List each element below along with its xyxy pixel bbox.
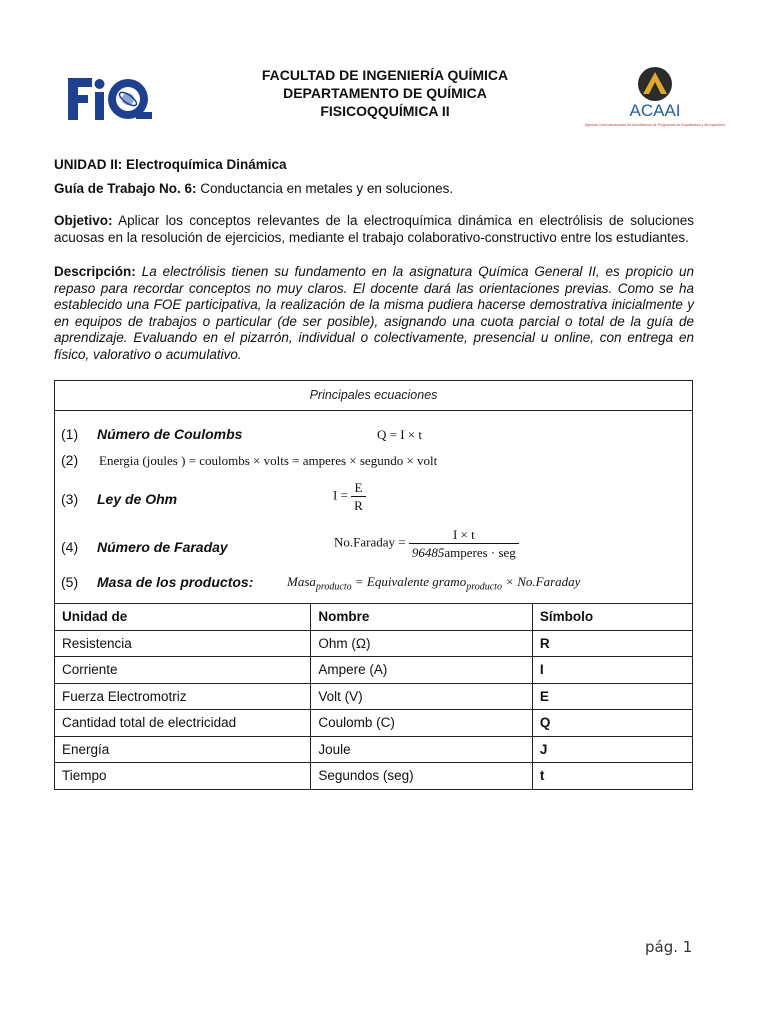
table-cell: Q [532, 710, 692, 737]
equation-formula: Energia (joules ) = coulombs × volts = amperes × segundo × volt [99, 453, 438, 468]
table-header-row [55, 604, 693, 631]
objective-label: Objetivo: [54, 213, 113, 228]
description-text: La electrólisis tienen su fundamento en la asignatura Química General II, es propicio un repaso para recordar conceptos no muy claros. El docente dará las orientaciones previas. Como se ha establecido una FOE participativa, la realización de la misma pudiera hacerse demostrativa inicialmente y en equipos de trabajos o particular (de ser posible), asignando una cuota parcial o total de la guía de aprendizaje. Evaluando en el pizarrón, individual o colectivamente, presencial u online, con entrega en físico, valorativo o acumulativo. [54, 264, 694, 362]
table-cell: t [532, 763, 692, 790]
numerator: I × t [409, 526, 519, 544]
table-cell: J [532, 736, 692, 763]
institution-header [200, 66, 570, 120]
description-paragraph [54, 264, 694, 363]
objective-text: Aplicar los conceptos relevantes de la electroquímica dinámica en electrólisis de soluciones acuosas en la resolución de ejercicios, mediante el trabajo colaborativo-constructivo entre los estudiantes. [54, 213, 694, 245]
column-header: Nombre [311, 604, 533, 631]
equation-formula [287, 574, 580, 593]
equation-number: (2) [61, 452, 79, 468]
unit-title: UNIDAD II: Electroquímica Dinámica [54, 157, 287, 172]
formula-equivalente: = Equivalente gramo [351, 574, 467, 589]
acaai-logo-text: ACAAI [629, 101, 681, 120]
equation-number: (3) [61, 491, 79, 507]
denominator-number: 96485 [411, 545, 445, 560]
acaai-logo-caption: Agencia Centroamericana de Acreditación de Programas de Arquitectura y de Ingeniería [584, 123, 726, 127]
table-cell: Tiempo [55, 763, 311, 790]
equation-label: Ley de Ohm [97, 491, 178, 507]
equation-number: (5) [61, 574, 79, 590]
table-cell: R [532, 630, 692, 657]
table-cell: Joule [311, 736, 533, 763]
table-cell: Segundos (seg) [311, 763, 533, 790]
guide-line [54, 181, 694, 198]
formula-tail: × No.Faraday [501, 574, 581, 589]
header-line-1: FACULTAD DE INGENIERÍA QUÍMICA [261, 67, 509, 83]
table-cell: Ampere (A) [311, 657, 533, 684]
equation-number: (4) [61, 539, 79, 555]
equations-box [54, 380, 693, 604]
description-label: Descripción: [54, 264, 136, 279]
subscript: producto [315, 581, 352, 593]
guide-label: Guía de Trabajo No. 6: [54, 181, 197, 196]
formula-lhs: I = [333, 487, 348, 503]
table-row [55, 683, 693, 710]
formula-masa: Masa [287, 574, 316, 589]
table-cell: Cantidad total de electricidad [55, 710, 311, 737]
table-row [55, 736, 693, 763]
column-header: Unidad de [55, 604, 311, 631]
denominator [409, 544, 519, 561]
equation-formula [333, 479, 366, 514]
table-cell: Resistencia [55, 630, 311, 657]
equation-label-text: Masa de los productos [97, 574, 249, 590]
acaai-logo [584, 64, 726, 140]
table-cell: Ohm (Ω) [311, 630, 533, 657]
equation-label: Masa de los productos: [97, 574, 254, 590]
equation-number: (1) [61, 426, 79, 442]
denominator: R [354, 498, 363, 513]
formula-lhs: No.Faraday = [334, 534, 406, 550]
subscript: producto [466, 581, 502, 593]
column-header: Símbolo [532, 604, 692, 631]
table-cell: Fuerza Electromotriz [55, 683, 311, 710]
guide-text: Conductancia en metales y en soluciones. [196, 181, 454, 196]
table-cell: Energía [55, 736, 311, 763]
equations-title: Principales ecuaciones [55, 381, 692, 411]
page-number: pág. 1 [645, 938, 693, 956]
table-cell: Coulomb (C) [311, 710, 533, 737]
header-line-2: DEPARTAMENTO DE QUÍMICA [283, 85, 487, 101]
fraction [409, 526, 519, 561]
equation-formula [334, 526, 519, 561]
table-cell: Corriente [55, 657, 311, 684]
fiq-logo [66, 74, 154, 124]
table-cell: E [532, 683, 692, 710]
objective-paragraph [54, 213, 694, 246]
denominator-unit: amperes · seg [444, 545, 516, 560]
numerator: E [351, 479, 366, 497]
header-line-3: FISICOQQUÍMICA II [320, 103, 450, 119]
table-cell: I [532, 657, 692, 684]
equation-label: Número de Faraday [97, 539, 228, 555]
equation-label: Número de Coulombs [97, 426, 243, 442]
table-row [55, 710, 693, 737]
table-row [55, 763, 693, 790]
equation-formula: Q = I × t [377, 427, 422, 442]
units-table [54, 603, 693, 790]
table-row [55, 630, 693, 657]
table-cell: Volt (V) [311, 683, 533, 710]
fraction [351, 479, 366, 514]
table-row [55, 657, 693, 684]
